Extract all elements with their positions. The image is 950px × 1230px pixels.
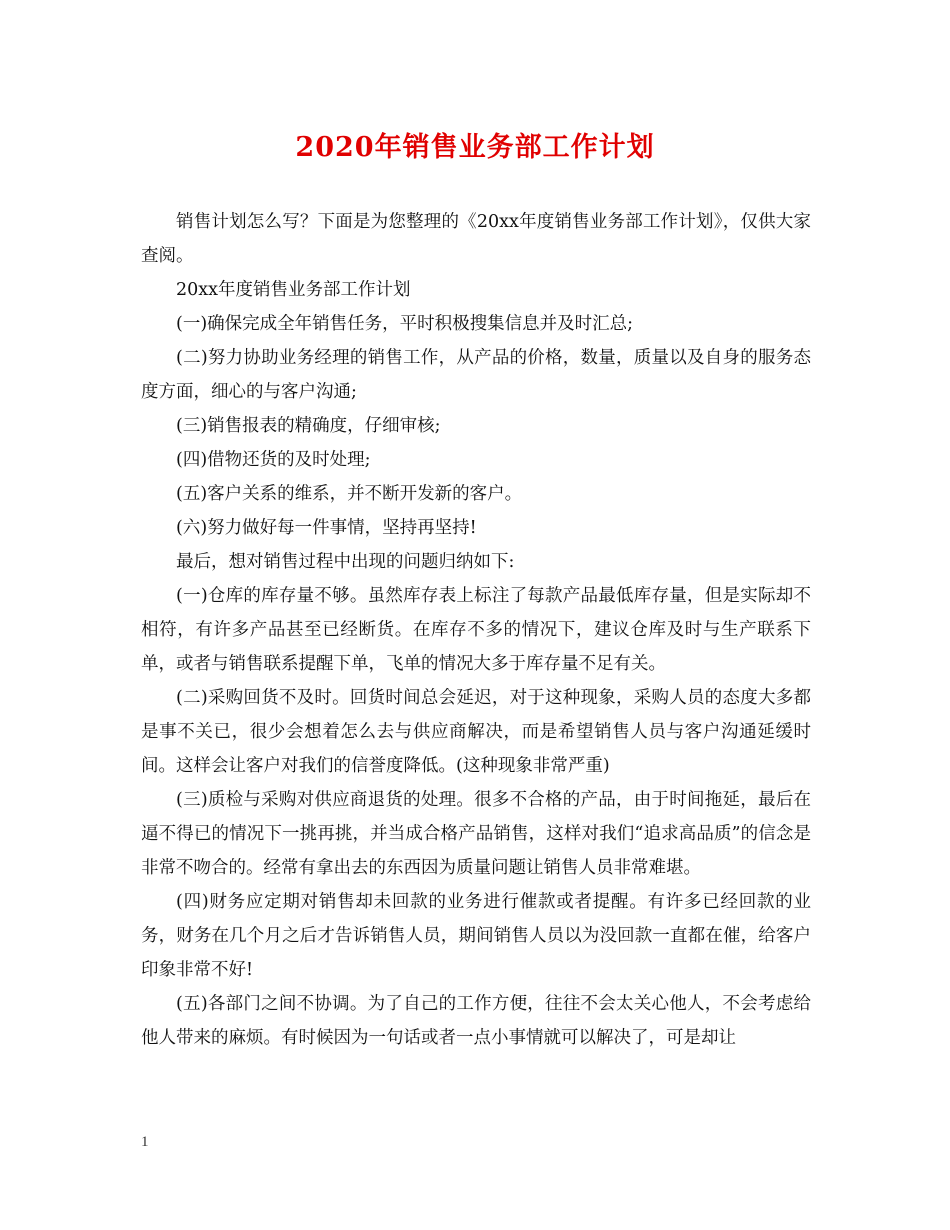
plan-item-2: (二)努力协助业务经理的销售工作，从产品的价格，数量，质量以及自身的服务态度方面，细心的与客户沟通; <box>141 348 811 402</box>
problem-item-3: (三)质检与采购对供应商退货的处理。很多不合格的产品，由于时间拖延，最后在逼不得已的情况下一挑再挑，并当成合格产品销售，这样对我们“追求高品质”的信念是非常不吻合的。经常有拿出去的东西因为质量问题让销售人员非常难堪。 <box>141 790 811 878</box>
problem-item-2: (二)采购回货不及时。回货时间总会延迟，对于这种现象，采购人员的态度大多都是事不关已，很少会想着怎么去与供应商解决，而是希望销售人员与客户沟通延缓时间。这样会让客户对我们的信誉度降低。(这种现象非常严重) <box>141 688 811 776</box>
problem-item-1: (一)仓库的库存量不够。虽然库存表上标注了每款产品最低库存量，但是实际却不相符，有许多产品甚至已经断货。在库存不多的情况下，建议仓库及时与生产联系下单，或者与销售联系提醒下单，飞单的情况大多于库存量不足有关。 <box>141 586 811 674</box>
plan-item-1: (一)确保完成全年销售任务，平时积极搜集信息并及时汇总; <box>176 314 634 334</box>
plan-item-5: (五)客户关系的维系，并不断开发新的客户。 <box>176 484 523 504</box>
page-number: 1 <box>141 1134 149 1150</box>
document-title: 2020年销售业务部工作计划 <box>295 132 655 163</box>
problem-item-5: (五)各部门之间不协调。为了自己的工作方便，往往不会太关心他人，不会考虑给他人带来的麻烦。有时候因为一句话或者一点小事情就可以解决了，可是却让 <box>141 994 811 1048</box>
problems-intro: 最后，想对销售过程中出现的问题归纳如下: <box>176 552 515 572</box>
plan-item-6: (六)努力做好每一件事情，坚持再坚持! <box>176 518 477 538</box>
plan-item-4: (四)借物还货的及时处理; <box>176 450 371 470</box>
document-body <box>141 205 811 1055</box>
plan-item-3: (三)销售报表的精确度，仔细审核; <box>176 416 441 436</box>
problem-item-4: (四)财务应定期对销售却未回款的业务进行催款或者提醒。有许多已经回款的业务，财务在几个月之后才告诉销售人员，期间销售人员以为没回款一直都在催，给客户印象非常不好! <box>141 892 811 980</box>
plan-heading: 20xx年度销售业务部工作计划 <box>176 280 411 300</box>
intro-paragraph: 销售计划怎么写？下面是为您整理的《20xx年度销售业务部工作计划》，仅供大家查阅。 <box>141 212 811 266</box>
